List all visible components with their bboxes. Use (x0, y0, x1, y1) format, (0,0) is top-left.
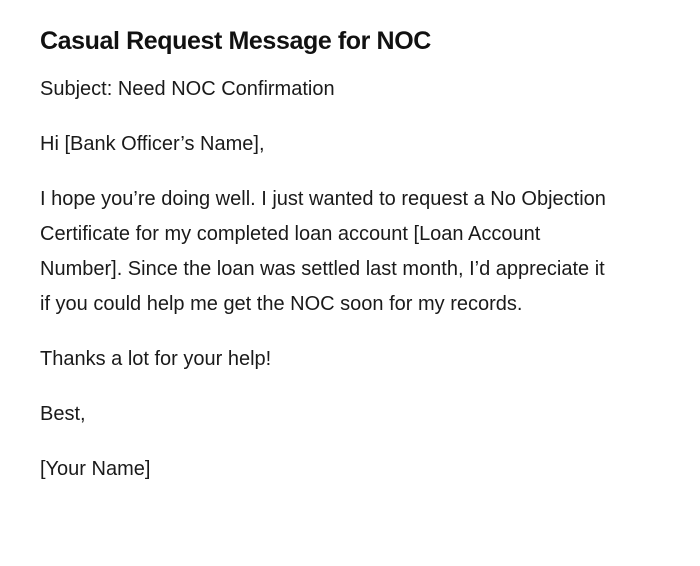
thanks-line: Thanks a lot for your help! (40, 348, 272, 370)
closing: Best, (40, 403, 86, 425)
signature: [Your Name] (40, 458, 151, 480)
document-title: Casual Request Message for NOC (40, 27, 431, 55)
document (40, 22, 640, 487)
body-paragraph: I hope you’re doing well. I just wanted to request a No Objection Certificate for my completed loan account [Loan Account Number]. Since the loan was settled last month, I’d appreciate it if you could help me get the NOC soon for my records. (40, 188, 606, 315)
greeting: Hi [Bank Officer’s Name], (40, 133, 265, 155)
subject-line: Subject: Need NOC Confirmation (40, 78, 335, 100)
